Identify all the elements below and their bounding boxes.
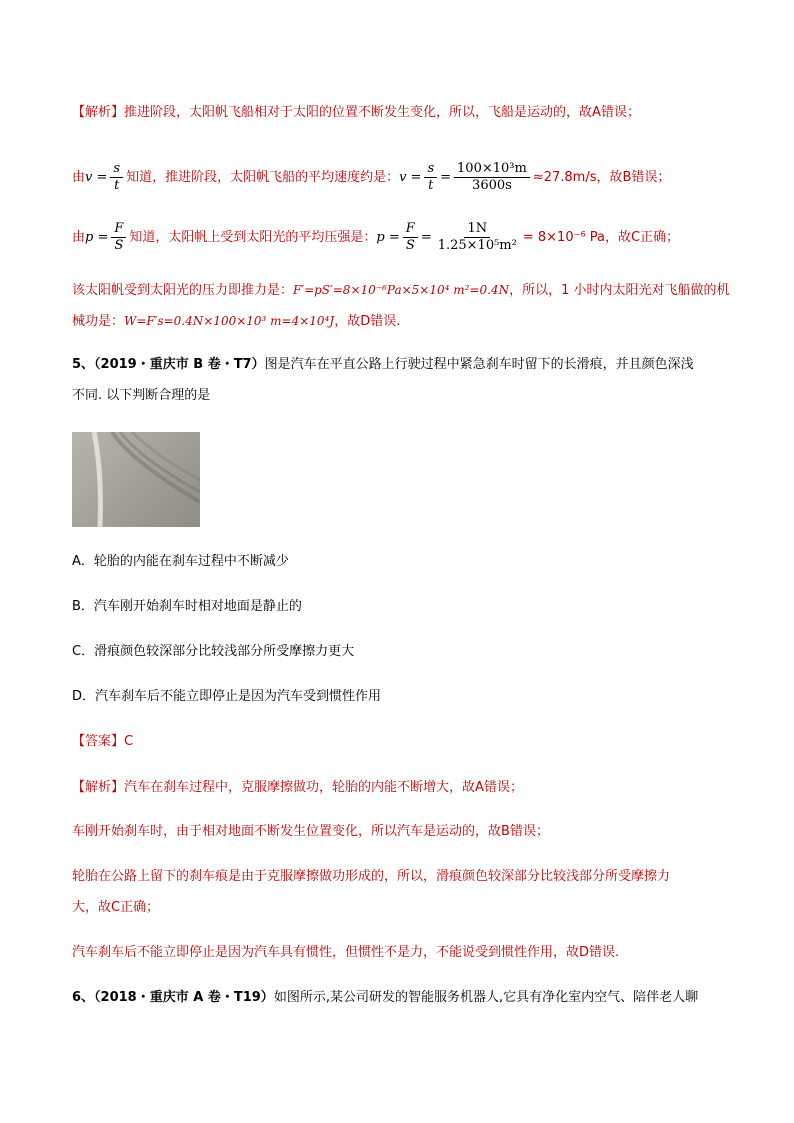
question-5-line-1: 5、（2019・重庆市 B 卷・T7）图是汽车在平直公路上行驶过程中紧急刹车时留下的长滑痕，并且颜色深浅 (72, 357, 694, 372)
analysis-2-line-5: 汽车刹车后不能立即停止是因为汽车具有惯性，但惯性不是力，不能说受到惯性作用，故D错误. (72, 945, 620, 960)
analysis-2-line-2: 车刚开始刹车时，由于相对地面不断发生位置变化，所以汽车是运动的，故B错误； (72, 824, 549, 839)
question-6-line-1: 6、（2018・重庆市 A 卷・T19）如图所示,某公司研发的智能服务机器人,它具有净化室内空气、陪伴老人聊 (72, 990, 699, 1005)
answer-line (72, 732, 133, 752)
work-line: 械功是：W=F′s=0.4N×100×10³ m=4×10⁴J，故D错误. (72, 314, 401, 329)
formula-v: v = (85, 170, 108, 185)
pressure-formula-line: 由p = $\frac{F}{S}$ 知道，太阳帆上受到太阳光的平均压强是：p = $\frac{F}{S}$ = $\frac{1N}{\text{1.25×10⁵m²}}$ = 8×10⁻⁶ Pa，故C正确； (72, 221, 680, 253)
question-5-line-2: 不同. 以下判断合理的是 (72, 388, 211, 403)
skid-marks-photo (72, 432, 200, 527)
analysis-paragraph-1: 【解析】推进阶段，太阳帆飞船相对于太阳的位置不断发生变化，所以，飞船是运动的，故A错误； (72, 105, 640, 120)
option-b: B．汽车刚开始刹车时相对地面是静止的 (72, 599, 302, 614)
option-c: C．滑痕颜色较深部分比较浅部分所受摩擦力更大 (72, 644, 355, 659)
question-number: 5、 (72, 357, 95, 372)
question-source: （2019・重庆市 B 卷・T7） (94, 357, 265, 372)
velocity-formula-line: 由v = $\frac{s}{t}$ 知道，推进阶段，太阳帆飞船的平均速度约是：v = $\frac{s}{t}$ = $\frac{\text{100×10³m}}{3600s}$ ≈27.8m/s，故B错误； (72, 161, 671, 193)
analysis-2-line-1: 【解析】汽车在刹车过程中，克服摩擦做功，轮胎的内能不断增大，故A错误； (72, 780, 523, 795)
option-d: D．汽车刹车后不能立即停止是因为汽车受到惯性作用 (72, 689, 382, 704)
fraction-force-area: $\frac{1N}{\text{1.25×10⁵m²}}$ (437, 221, 517, 253)
fraction-f-over-s: $\frac{F}{S}$ (111, 221, 126, 254)
road-image (72, 432, 200, 527)
analysis-tag: 【解析】 (72, 105, 125, 120)
analysis-2-line-4: 大，故C正确； (72, 900, 160, 915)
answer-value: C (124, 734, 134, 749)
fraction-distance-time: $\frac{\text{100×10³m}}{3600s}$ (454, 161, 530, 194)
force-line: 该太阳帆受到太阳光的压力即推力是：F′=pS′=8×10⁻⁶Pa×5×10⁴ m²=0.4N，所以，1 小时内太阳光对飞船做的机 (72, 283, 730, 298)
fraction-s-over-t: $\frac{s}{t}$ (110, 161, 123, 194)
answer-tag: 【答案】 (72, 734, 125, 749)
analysis-2-line-3: 轮胎在公路上留下的刹车痕是由于克服摩擦做功形成的，所以，滑痕颜色较深部分比较浅部分所受摩擦力 (72, 869, 671, 884)
option-a: A．轮胎的内能在刹车过程中不断减少 (72, 554, 289, 569)
